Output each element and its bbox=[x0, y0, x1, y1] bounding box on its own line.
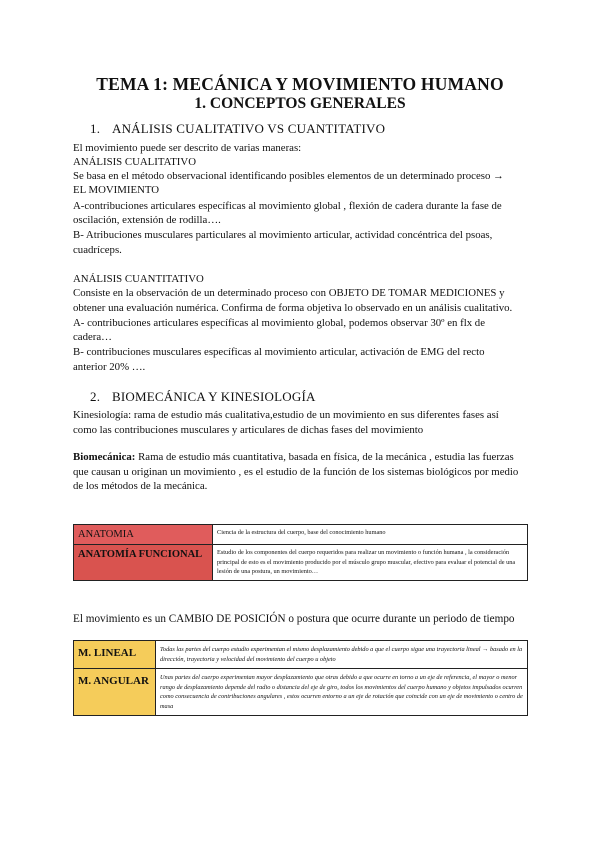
anatomy-table bbox=[73, 524, 528, 581]
quantitative-heading: ANÁLISIS CUANTITATIVO bbox=[73, 273, 204, 285]
table-row bbox=[74, 525, 528, 545]
table-row bbox=[74, 641, 528, 669]
movement-table bbox=[73, 640, 528, 716]
qualitative-heading: ANÁLISIS CUALITATIVO bbox=[73, 156, 196, 168]
table-definition: Ciencia de la estructura del cuerpo, base del conocimiento humano bbox=[213, 525, 528, 545]
section1-heading-text: ANÁLISIS CUALITATIVO VS CUANTITATIVO bbox=[112, 121, 386, 136]
biomechanics-paragraph bbox=[73, 450, 525, 494]
section1-number: 1. bbox=[90, 121, 101, 136]
quantitative-a-1: A- contribuciones articulares específicas al movimiento global, podemos observar 30º en flx de bbox=[73, 317, 486, 329]
qualitative-a-2: oscilación, extensión de rodilla…. bbox=[73, 214, 221, 226]
table-term: M. LINEAL bbox=[74, 641, 156, 669]
section1-heading bbox=[90, 121, 385, 137]
table-definition: Todas las partes del cuerpo estudio experimentan el mismo desplazamiento debido a que el cuerpo sigue una trayectoria lineal → basado en la dirección, trayectoria y velocidad del movimiento del cuerpo u objeto bbox=[156, 641, 528, 669]
section1-intro: El movimiento puede ser descrito de varias maneras: bbox=[73, 142, 302, 154]
table-row bbox=[74, 545, 528, 581]
quantitative-line-1: Consiste en la observación de un determinado proceso con OBJETO DE TOMAR MEDICIONES y bbox=[73, 287, 505, 299]
section2-number: 2. bbox=[90, 389, 101, 404]
biomechanics-text: Rama de estudio más cuantitativa, basada en física, de la mecánica , estudia las fuerzas que causan u originan un movimiento , es el estudio de la función de los sistemas biológicos por medio de los métodos de la mecánica. bbox=[73, 451, 519, 492]
movement-definition: El movimiento es un CAMBIO DE POSICIÓN o postura que ocurre durante un periodo de tiempo bbox=[73, 613, 515, 625]
page-subtitle: 1. CONCEPTOS GENERALES bbox=[194, 95, 406, 112]
qualitative-line-2: EL MOVIMIENTO bbox=[73, 184, 160, 196]
page-title: TEMA 1: MECÁNICA Y MOVIMIENTO HUMANO bbox=[96, 74, 504, 94]
kinesiology-line-1: Kinesiología: rama de estudio más cualitativa,estudio de un movimiento en sus diferentes fases así bbox=[73, 409, 499, 421]
qualitative-b-2: cuadríceps. bbox=[73, 244, 122, 256]
qualitative-line-1: Se basa en el método observacional identificando posibles elementos de un determinado proceso → bbox=[73, 170, 504, 182]
section2-heading bbox=[90, 389, 316, 405]
table-term: ANATOMIA bbox=[74, 525, 213, 545]
quantitative-line-2: obtener una evaluación numérica. Confirma de forma objetiva lo observado en un análisis cualitativo. bbox=[73, 302, 513, 314]
quantitative-b-2: anterior 20% …. bbox=[73, 361, 146, 373]
table-term: ANATOMÍA FUNCIONAL bbox=[74, 545, 213, 581]
biomechanics-label: Biomecánica: bbox=[73, 451, 136, 463]
quantitative-b-1: B- contribuciones musculares específicas al movimiento articular, activación de EMG del recto bbox=[73, 346, 485, 358]
qualitative-b-1: B- Atribuciones musculares particulares al movimiento articular, actividad concéntrica del psoas, bbox=[73, 229, 493, 241]
qualitative-a-1: A-contribuciones articulares específicas al movimiento global , flexión de cadera durante la fase de bbox=[73, 200, 502, 212]
section2-heading-text: BIOMECÁNICA Y KINESIOLOGÍA bbox=[112, 389, 316, 404]
quantitative-a-2: cadera… bbox=[73, 331, 112, 343]
table-definition: Estudio de los componentes del cuerpo requeridos para realizar un movimiento o función humana , la consideración principal de esto es el movimiento producido por el músculo grupo muscular, efectivo para evaluar el potencial de una lesión de una postura, un movimiento… bbox=[213, 545, 528, 581]
kinesiology-line-2: como las contribuciones musculares y articulares de dichas fases del movimiento bbox=[73, 424, 424, 436]
table-term: M. ANGULAR bbox=[74, 669, 156, 716]
table-row bbox=[74, 669, 528, 716]
table-definition: Unas partes del cuerpo experimentan mayor desplazamiento que otras debido a que ocurre en torno a un eje de referencia, el mayor o menor rango de desplazamiento depende del radio o distancia del eje de giro, todos los movimientos del cuerpo humano y objetos impulsados ocurren como consecuencia de contribuciones angulares , estos ocurren entorno a un eje de rotación que coincide con un eje de movimiento o centro de masa bbox=[156, 669, 528, 716]
